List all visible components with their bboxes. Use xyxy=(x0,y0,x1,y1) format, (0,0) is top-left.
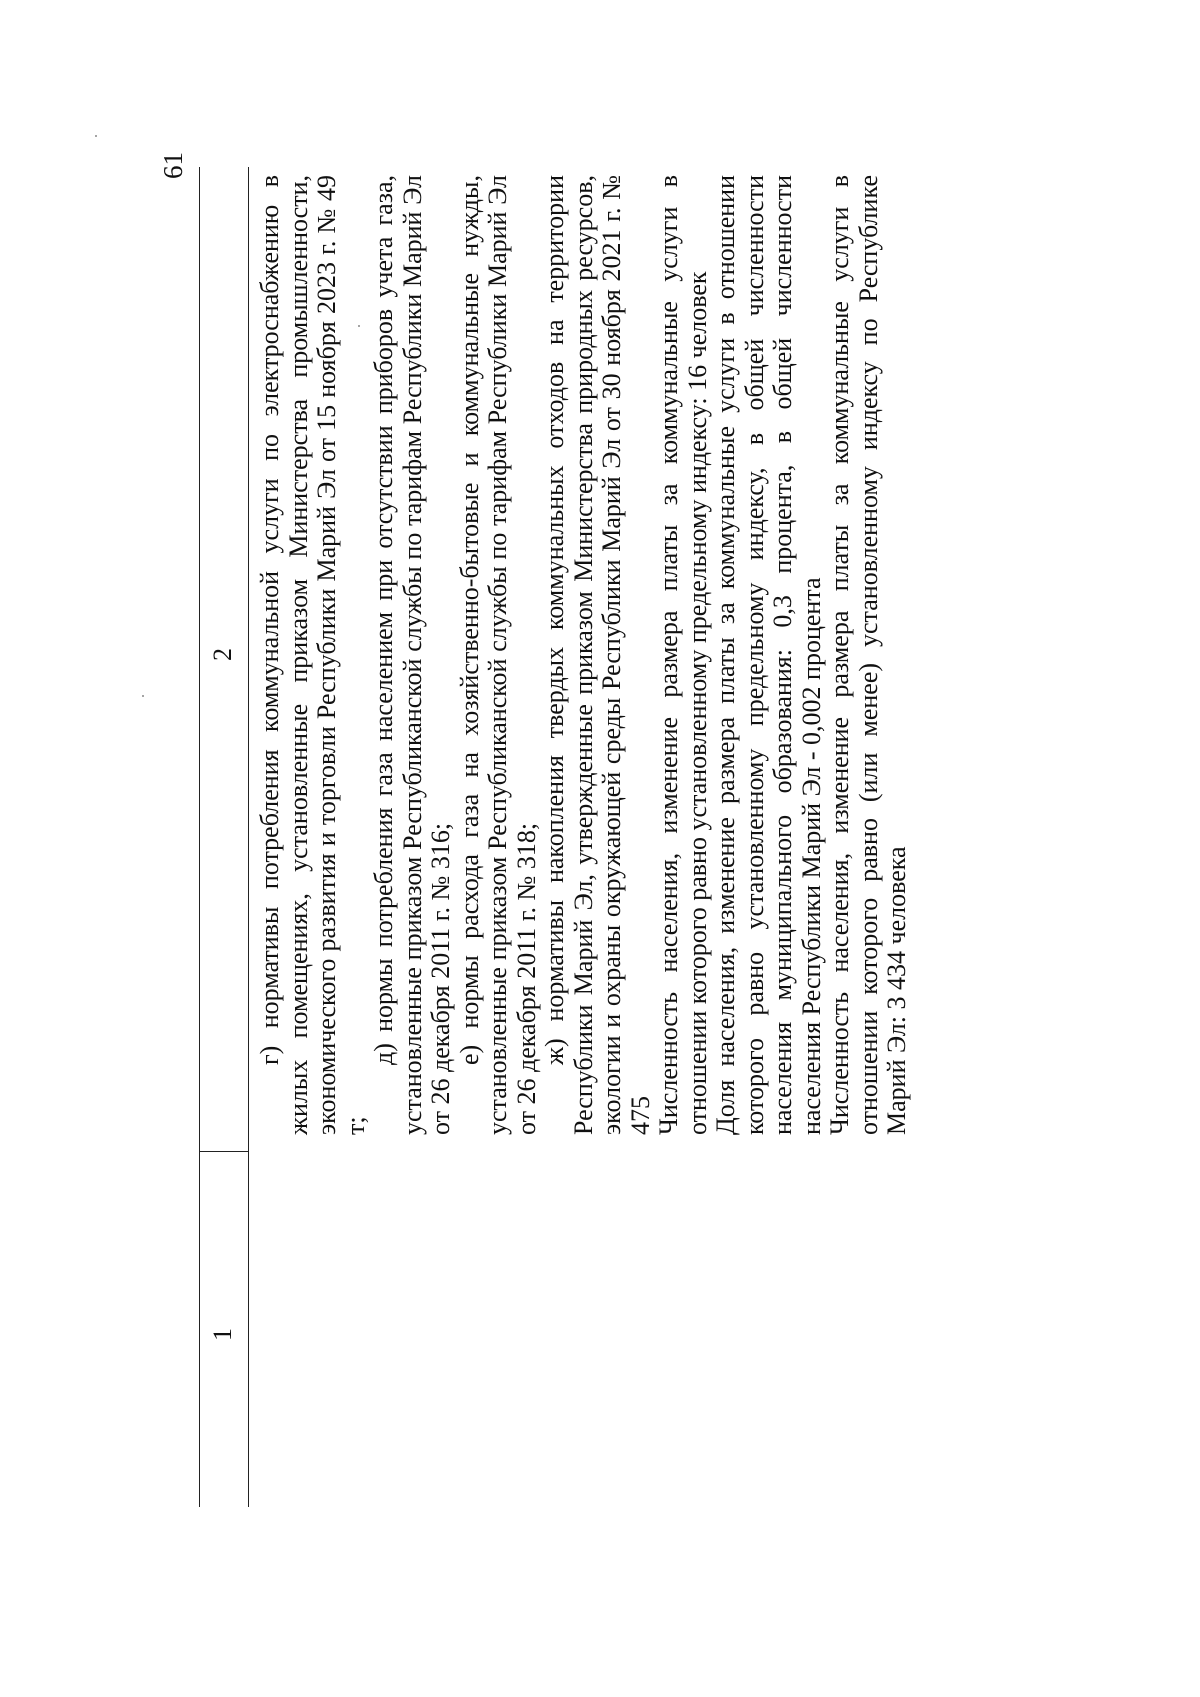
scan-speck xyxy=(142,695,144,697)
list-item: е) нормы расхода газа на хозяйственно-бытовые и коммунальные нужды, установленные приказом Республиканской службы по тарифам Республики Марий Эл от 26 декабря 2011 г. № 318; xyxy=(454,175,541,1135)
scan-speck xyxy=(358,325,360,327)
table-column-divider xyxy=(200,1151,248,1152)
population-below-index-paragraph: Численность населения, изменение размера платы за коммунальные услуги в отношении которого равно (или менее) установленному индексу по Республике Марий Эл: 3 434 человека xyxy=(825,175,911,1135)
scan-speck xyxy=(95,135,97,137)
table-header-border xyxy=(248,167,249,1507)
table-cell-content xyxy=(256,175,912,1135)
table-top-border xyxy=(199,167,200,1507)
list-item: д) нормы потребления газа населением при отсутствии приборов учета газа, установленные приказом Республиканской службы по тарифам Республики Марий Эл от 26 декабря 2011 г. № 316; xyxy=(369,175,455,1135)
column-header-2: 2 xyxy=(208,648,237,661)
population-count-paragraph: Численность населения, изменение размера платы за коммунальные услуги в отношении которого равно установленному предельному индексу: 16 человек xyxy=(654,175,712,1135)
page-number: 61 xyxy=(158,152,188,179)
population-share-paragraph: Доля населения, изменение размера платы за коммунальные услуги в отношении которого равно установленному предельному индексу, в общей численности населения муниципального образования: 0,3 процента, в общей численности населения Республики Марий Эл - 0,002 процента xyxy=(711,175,826,1135)
column-header-1: 1 xyxy=(208,1328,237,1341)
list-item: г) нормативы потребления коммунальной услуги по электроснабжению в жилых помещениях, установленные приказом Министерства промышленности, экономического развития и торговли Республики Марий Эл от 15 ноября 2023 г. № 49 т; xyxy=(255,175,370,1135)
list-item: ж) нормативы накопления твердых коммунальных отходов на территории Республики Марий Эл, утвержденные приказом Министерства природных ресурсов, экологии и охраны окружающей среды Республики Марий Эл от 30 ноября 2021 г. № 475 xyxy=(540,175,655,1135)
